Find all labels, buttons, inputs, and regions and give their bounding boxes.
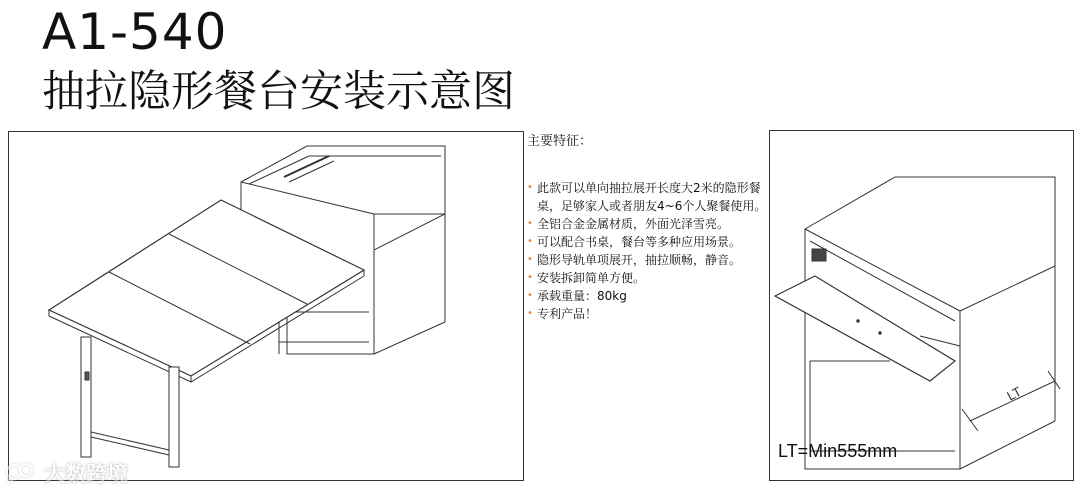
bullet-icon: • (527, 218, 533, 229)
features-bullets (527, 179, 772, 323)
bullet-icon: • (527, 236, 533, 247)
model-number: A1-540 (42, 3, 228, 61)
chat-bubble-icon (4, 460, 38, 486)
feature-text: 专利产品！ (537, 307, 598, 321)
page-title: 抽拉隐形餐台安装示意图 (42, 67, 515, 117)
extended-table-diagram-panel (8, 131, 524, 481)
feature-item (527, 305, 772, 323)
dimension-label: LT (1004, 383, 1024, 404)
features-list (527, 130, 772, 323)
closed-cabinet-illustration (770, 131, 1073, 480)
feature-text: 隐形导轨单项展开，抽拉顺畅，静音。 (537, 253, 742, 267)
dimension-note: LT=Min555mm (778, 441, 898, 461)
extended-table-illustration (9, 132, 523, 480)
feature-item (527, 251, 772, 269)
closed-cabinet-diagram-panel (769, 130, 1074, 481)
feature-item (527, 287, 772, 305)
feature-text: 安装拆卸简单方便。 (537, 271, 646, 285)
feature-text: 此款可以单向抽拉展开长度大2米的隐形餐桌，足够家人或者朋友4~6个人聚餐使用。 (537, 181, 767, 213)
feature-text: 可以配合书桌，餐台等多种应用场景。 (537, 235, 742, 249)
watermark (4, 458, 128, 488)
feature-text: 承载重量：80kg (537, 289, 627, 303)
feature-item (527, 233, 772, 251)
feature-item (527, 179, 772, 215)
watermark-text: 大数跨境 (44, 462, 128, 486)
bullet-icon: • (527, 290, 533, 301)
bullet-icon: • (527, 254, 533, 265)
bullet-icon: • (527, 308, 533, 319)
bullet-icon: • (527, 182, 533, 193)
features-heading: 主要特征： (527, 134, 593, 149)
bullet-icon: • (527, 272, 533, 283)
feature-text: 全铝合金金属材质，外面光泽雪亮。 (537, 217, 730, 231)
feature-item (527, 269, 772, 287)
feature-item (527, 215, 772, 233)
